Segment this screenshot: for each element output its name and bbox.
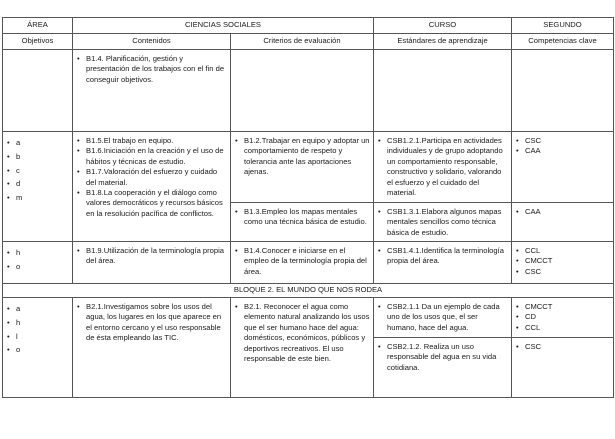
list-item: • B1.3.Empleo los mapas mentales como una técnica básica de estudio.	[234, 207, 370, 228]
list-item: • o	[6, 260, 69, 274]
list-item: • B1.8.La cooperación y el diálogo como valores democráticos y recursos básicos en la resolución pacífica de conflictos.	[76, 188, 227, 219]
area-label: ÁREA	[3, 18, 73, 34]
list-item: • CMCCT	[515, 256, 610, 266]
col-criterios: Criterios de evaluación	[231, 34, 374, 50]
list-item: • m	[6, 191, 69, 205]
criterios-cell	[231, 50, 374, 132]
competencias-cell	[512, 338, 614, 398]
list-item: • CSC	[515, 136, 610, 146]
estandares-cell	[374, 50, 512, 132]
list-item: • B2.1. Reconocer el agua como elemento natural analizando los usos que el ser humano hace del agua: domésticos, económicos, públicos y deportivos recreativos. El uso responsable de este bien.	[234, 302, 370, 364]
list-item: • d	[6, 177, 69, 191]
course-label: CURSO	[374, 18, 512, 34]
estandares-cell	[374, 132, 512, 203]
estandares-cell	[374, 242, 512, 284]
header-row-columns	[3, 34, 614, 50]
competencias-cell	[512, 298, 614, 338]
list-item: • CCL	[515, 246, 610, 256]
list-item: • CD	[515, 312, 610, 322]
block-title-row	[3, 284, 614, 298]
list-item: • h	[6, 246, 69, 260]
list-item: • CSB1.4.1.Identifica la terminología propia del área.	[377, 246, 508, 267]
contenidos-cell	[73, 242, 231, 284]
list-item: • CMCCT	[515, 302, 610, 312]
table-row	[3, 298, 614, 338]
list-item: • B1.6.Iniciación en la creación y el uso de hábitos y técnicas de estudio.	[76, 146, 227, 167]
competencias-cell	[512, 203, 614, 242]
competencias-cell	[512, 132, 614, 203]
list-item: • CSB2.1.2. Realiza un uso responsable del agua en su vida cotidiana.	[377, 342, 508, 373]
list-item: • CAA	[515, 207, 610, 217]
list-item: • CSB1.3.1.Elabora algunos mapas mentales sencillos como técnica básica de estudio.	[377, 207, 508, 238]
contenidos-cell	[73, 50, 231, 132]
list-item: • CAA	[515, 146, 610, 156]
list-item: • B1.4. Planificación, gestión y presentación de los trabajos con el fin de conseguir objetivos.	[76, 54, 227, 85]
contenidos-cell	[73, 132, 231, 242]
col-objetivos: Objetivos	[3, 34, 73, 50]
list-item: • l	[6, 330, 69, 344]
criterios-cell	[231, 298, 374, 398]
contenidos-cell	[73, 298, 231, 398]
table-row	[3, 132, 614, 203]
list-item: • B2.1.Investigamos sobre los usos del agua, los lugares en los que aparece en el entorno cercano y el uso responsable de ésta empleando las TIC.	[76, 302, 227, 344]
list-item: • o	[6, 343, 69, 357]
list-item: • a	[6, 136, 69, 150]
competencias-cell	[512, 242, 614, 284]
list-item: • B1.4.Conocer e iniciarse en el empleo de la terminología propia del área.	[234, 246, 370, 277]
col-estandares: Estándares de aprendizaje	[374, 34, 512, 50]
list-item: • a	[6, 302, 69, 316]
list-item: • CSC	[515, 267, 610, 277]
list-item: • c	[6, 164, 69, 178]
col-contenidos: Contenidos	[73, 34, 231, 50]
objetivos-cell	[3, 50, 73, 132]
list-item: • CSC	[515, 342, 610, 352]
list-item: • B1.2.Trabajar en equipo y adoptar un comportamiento de respeto y tolerancia ante las aportaciones ajenas.	[234, 136, 370, 178]
objetivos-cell	[3, 298, 73, 398]
competencias-cell	[512, 50, 614, 132]
list-item: • CCL	[515, 323, 610, 333]
estandares-cell	[374, 298, 512, 338]
criterios-cell	[231, 242, 374, 284]
objetivos-cell	[3, 132, 73, 242]
list-item: • CSB1.2.1.Participa en actividades individuales y de grupo adoptando un comportamiento responsable, constructivo y solidario, valorando el esfuerzo y el cuidado del material.	[377, 136, 508, 198]
table-row	[3, 50, 614, 132]
col-competencias: Competencias clave	[512, 34, 614, 50]
course-value: SEGUNDO	[512, 18, 614, 34]
estandares-cell	[374, 203, 512, 242]
list-item: • h	[6, 316, 69, 330]
criterios-cell	[231, 132, 374, 203]
criterios-cell	[231, 203, 374, 242]
list-item: • B1.9.Utilización de la terminología propia del área.	[76, 246, 227, 267]
table-row	[3, 242, 614, 284]
subject-title: CIENCIAS SOCIALES	[73, 18, 374, 34]
list-item: • B1.5.El trabajo en equipo.	[76, 136, 227, 146]
curriculum-table	[2, 17, 614, 398]
objetivos-cell	[3, 242, 73, 284]
list-item: • b	[6, 150, 69, 164]
list-item: • B1.7.Valoración del esfuerzo y cuidado del material.	[76, 167, 227, 188]
list-item: • CSB2.1.1 Da un ejemplo de cada uno de los usos que, el ser humano, hace del agua.	[377, 302, 508, 333]
header-row-area	[3, 18, 614, 34]
estandares-cell	[374, 338, 512, 398]
block-title: BLOQUE 2. EL MUNDO QUE NOS RODEA	[3, 284, 614, 298]
